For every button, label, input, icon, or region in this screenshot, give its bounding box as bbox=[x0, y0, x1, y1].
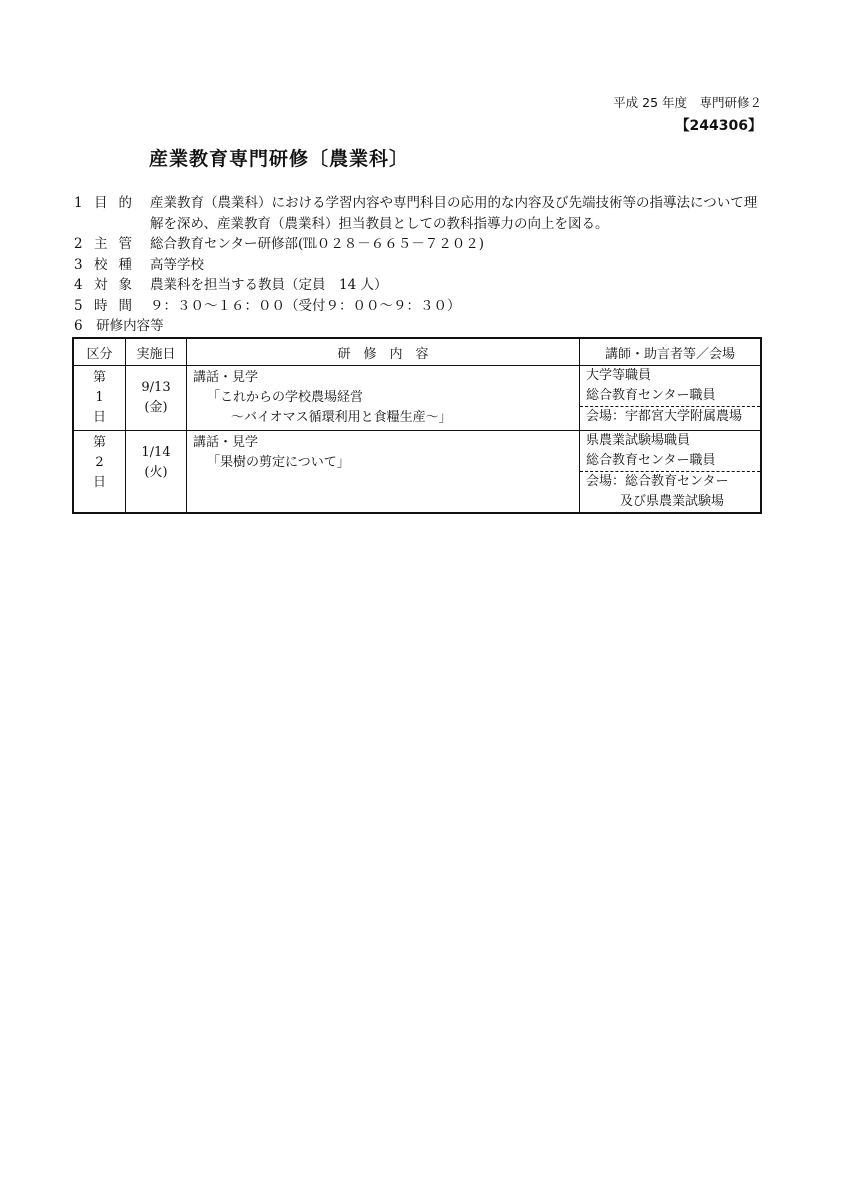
fiscal-year-label: 平成 25 年度 専門研修２ bbox=[613, 95, 762, 110]
content-type: 講話・見学 bbox=[193, 435, 259, 450]
staff-text: 総合教育センター職員 bbox=[586, 388, 716, 403]
col-header-date: 実施日 bbox=[126, 338, 187, 366]
day-text: 第 bbox=[92, 435, 106, 450]
weekday-text: (火) bbox=[144, 465, 168, 480]
date-text: 1/14 bbox=[141, 445, 171, 460]
item-number: 3 bbox=[74, 256, 83, 273]
item-number: 5 bbox=[74, 297, 83, 314]
venue-text: 会場：総合教育センター bbox=[580, 471, 760, 492]
outline-item-organizer bbox=[74, 234, 774, 255]
item-label: 主管 bbox=[94, 236, 143, 252]
item-value: 農業科を担当する教員（定員 14 人） bbox=[150, 277, 388, 293]
item-value: 総合教育センター研修部(℡０２８－６６５－７２０２) bbox=[150, 236, 484, 252]
content-topic: 「これからの学校農場経営 bbox=[207, 390, 364, 405]
date-cell bbox=[126, 431, 187, 514]
staff-text: 総合教育センター職員 bbox=[586, 453, 716, 468]
page-title: 産業教育専門研修〔農業科〕 bbox=[149, 148, 410, 170]
day-text: 日 bbox=[92, 475, 106, 490]
course-code: 【244306】 bbox=[675, 118, 762, 134]
item-value-continued: 解を深め、産業教育（農業科）担当教員としての教科指導力の向上を図る。 bbox=[150, 215, 609, 232]
item-number: 4 bbox=[74, 277, 83, 293]
outline-item-school-type bbox=[74, 255, 774, 276]
content-topic: 「果樹の剪定について」 bbox=[207, 455, 350, 470]
outline-list bbox=[74, 193, 774, 337]
col-header-division: 区分 bbox=[73, 338, 126, 366]
item-label: 校種 bbox=[94, 256, 143, 273]
item-label: 対象 bbox=[94, 277, 143, 293]
staff-text: 県農業試験場職員 bbox=[586, 433, 691, 448]
item-number: 2 bbox=[74, 236, 83, 252]
item-number: 1 bbox=[74, 195, 83, 211]
col-header-staff-venue: 講師・助言者等／会場 bbox=[580, 338, 762, 366]
content-cell bbox=[187, 366, 580, 431]
venue-text: 及び県農業試験場 bbox=[620, 494, 725, 509]
content-type: 講話・見学 bbox=[193, 370, 259, 385]
day-cell bbox=[73, 366, 126, 431]
section-heading-content: 6 研修内容等 bbox=[74, 318, 164, 334]
day-text: 2 bbox=[95, 455, 104, 470]
item-label: 時間 bbox=[94, 297, 143, 314]
day-text: 日 bbox=[92, 410, 106, 425]
day-text: 1 bbox=[95, 390, 104, 405]
staff-cell bbox=[580, 366, 762, 431]
col-header-content: 研 修 内 容 bbox=[187, 338, 580, 366]
date-text: 9/13 bbox=[141, 380, 171, 395]
staff-cell bbox=[580, 431, 762, 514]
schedule-table bbox=[72, 337, 762, 514]
table-header-row bbox=[73, 338, 761, 366]
item-value: ９：３０～１６：００（受付９：００～９：３０） bbox=[150, 297, 461, 314]
item-label: 目的 bbox=[94, 195, 143, 211]
date-cell bbox=[126, 366, 187, 431]
content-cell bbox=[187, 431, 580, 514]
table-row bbox=[73, 366, 761, 431]
staff-text: 大学等職員 bbox=[586, 368, 652, 383]
item-value: 高等学校 bbox=[150, 256, 204, 273]
weekday-text: (金) bbox=[144, 400, 168, 415]
outline-item-target bbox=[74, 275, 774, 296]
outline-item-time bbox=[74, 296, 774, 317]
outline-item-purpose bbox=[74, 193, 774, 214]
day-text: 第 bbox=[92, 370, 106, 385]
day-cell bbox=[73, 431, 126, 514]
item-value: 産業教育（農業科）における学習内容や専門科目の応用的な内容及び先端技術等の指導法について理 bbox=[150, 195, 758, 211]
venue-text: 会場：宇都宮大学附属農場 bbox=[580, 406, 760, 427]
content-subtopic: ～バイオマス循環利用と食糧生産～」 bbox=[231, 410, 452, 425]
table-row bbox=[73, 431, 761, 514]
